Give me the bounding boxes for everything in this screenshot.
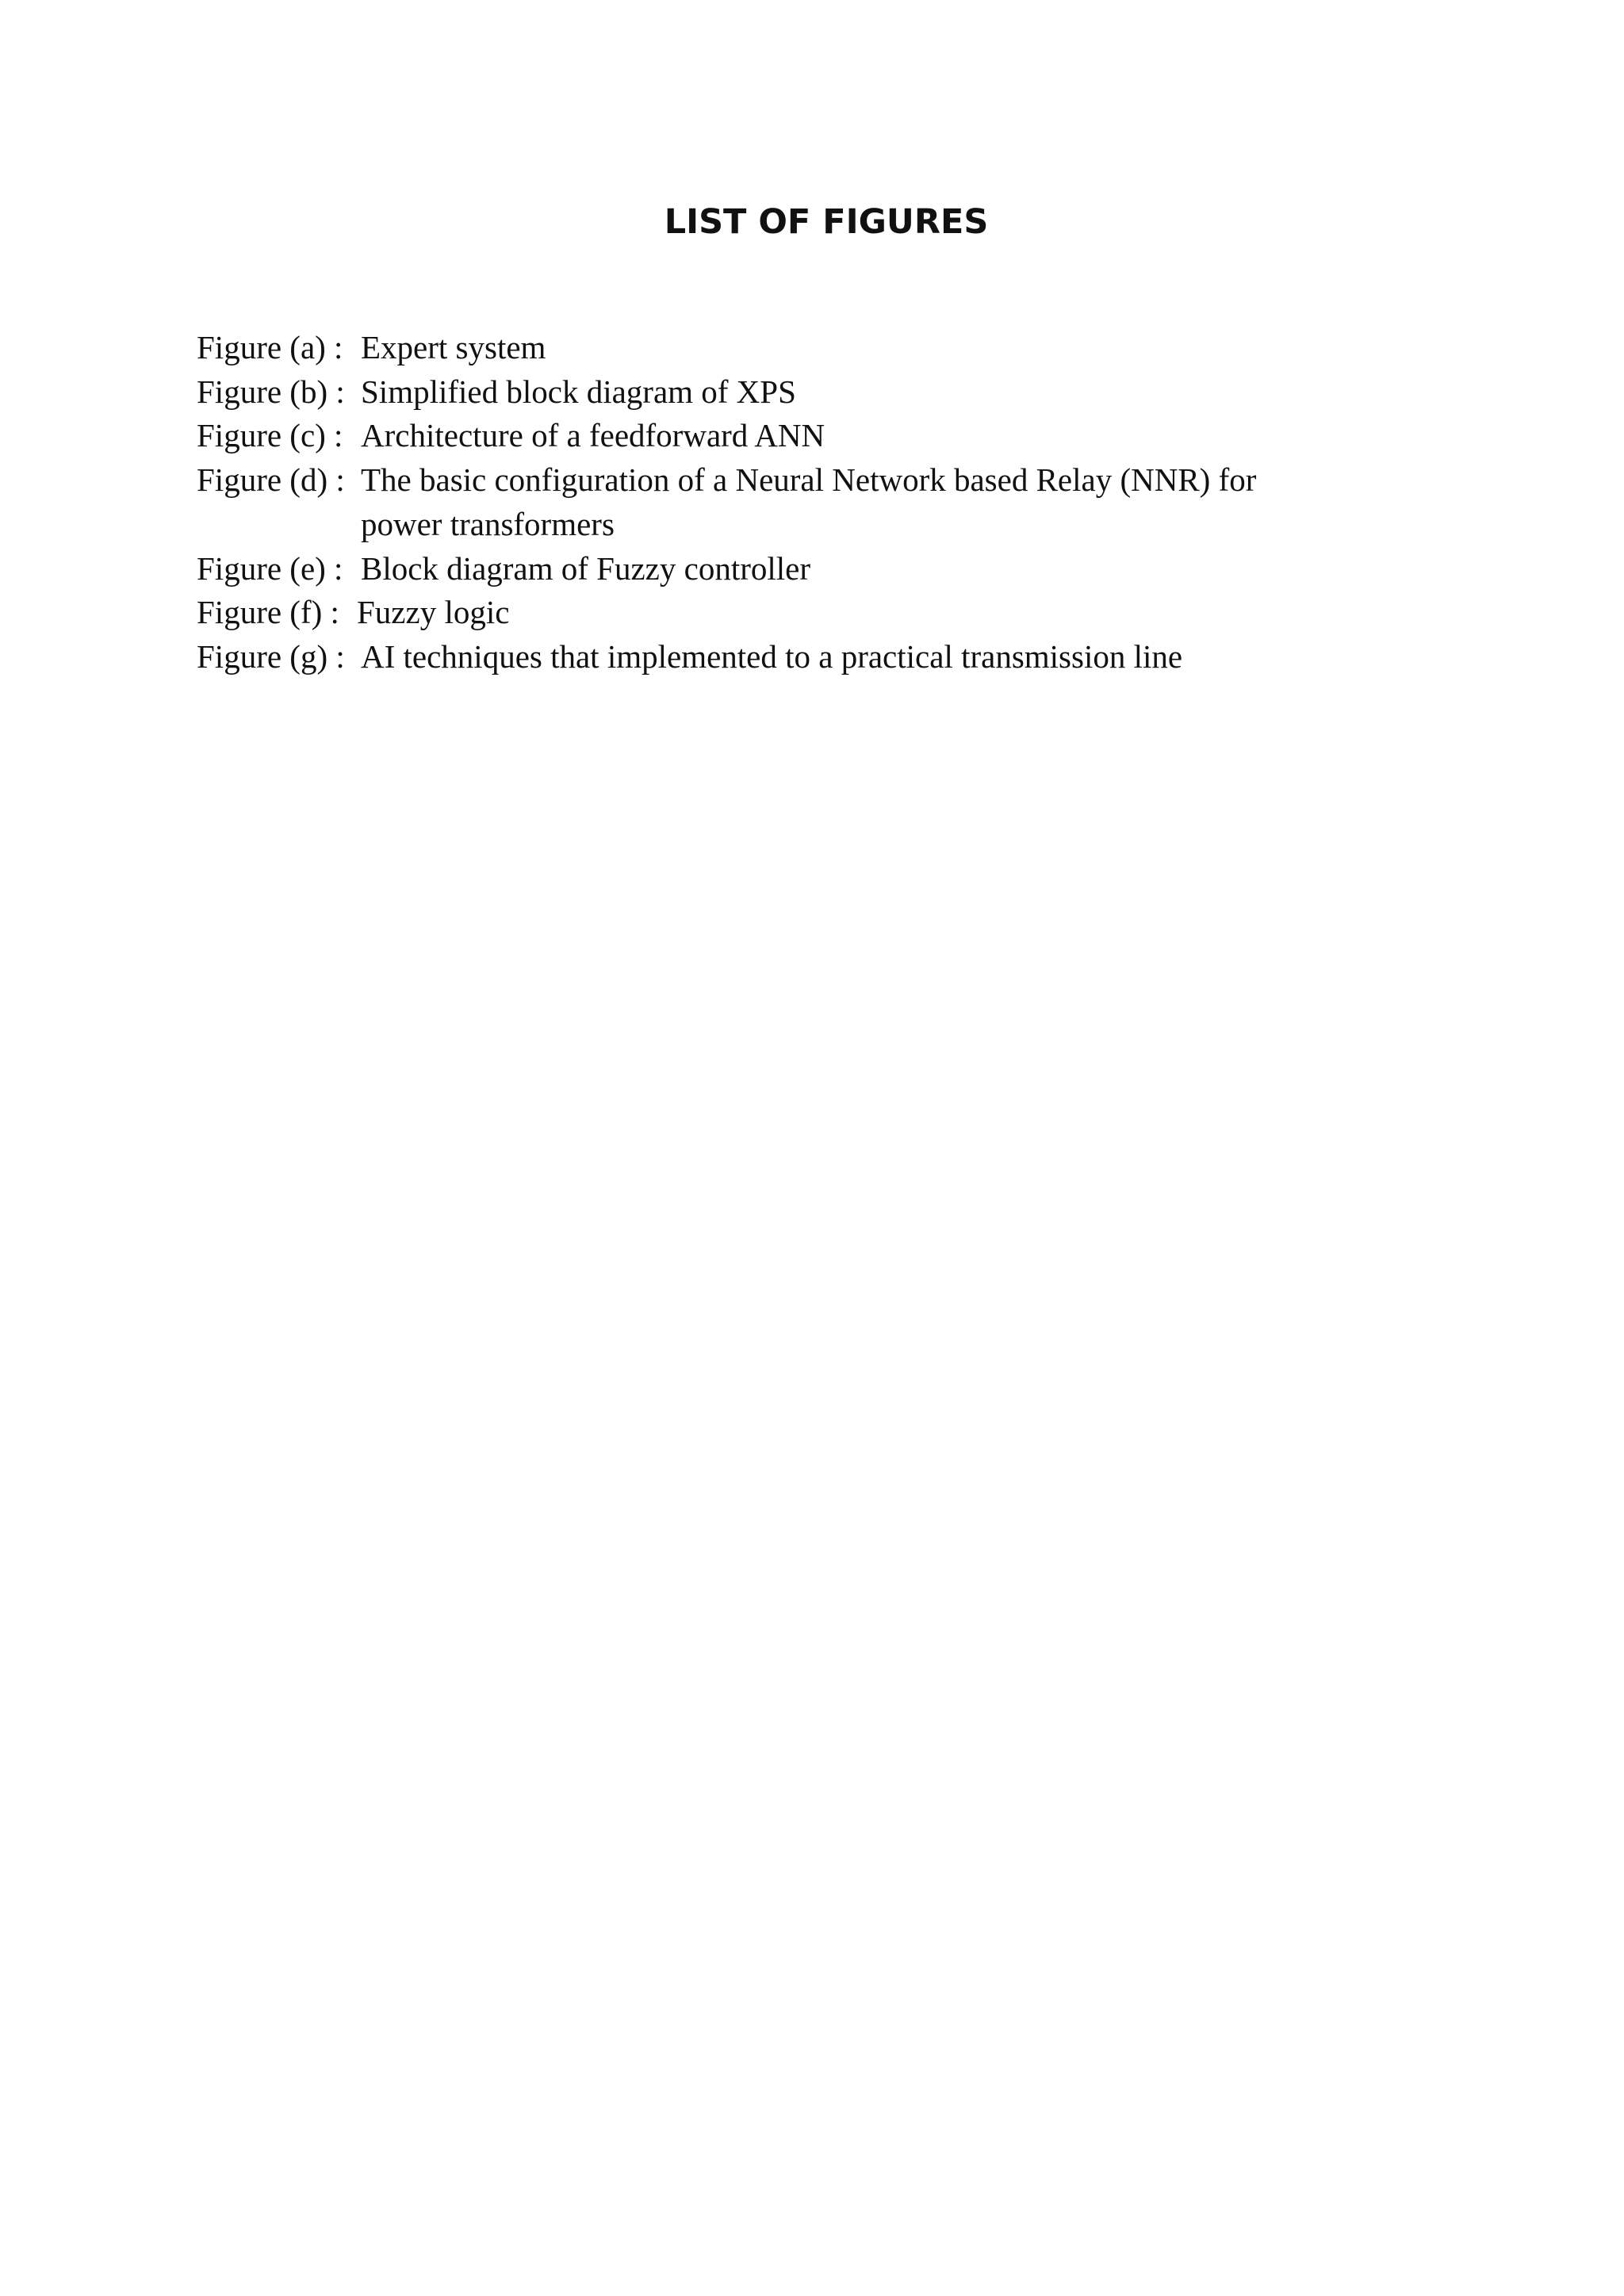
figure-title: AI techniques that implemented to a practical transmission line [361,637,1183,675]
figure-title: Block diagram of Fuzzy controller [361,549,810,587]
figure-list [197,326,1465,679]
figure-label: Figure (f) : [197,594,339,631]
figure-entry-a [197,326,1465,370]
figure-label: Figure (d) : [197,461,345,499]
figure-entry-e [197,547,1465,591]
figure-label: Figure (e) : [197,549,343,587]
figure-label: Figure (a) : [197,329,343,365]
page-title: LIST OF FIGURES [664,202,989,242]
figure-entry-f [197,591,1465,635]
figure-title: Architecture of a feedforward ANN [361,417,825,454]
figure-title: Expert system [361,329,546,365]
figure-entry-d [197,458,1465,546]
figure-label: Figure (g) : [197,637,345,675]
figure-entry-c [197,414,1465,458]
figure-title: Simplified block diagram of XPS [361,373,796,410]
figure-entry-b [197,370,1465,415]
figure-title: The basic configuration of a Neural Network based Relay (NNR) for power transformers [361,461,1257,542]
figure-title: Fuzzy logic [357,594,510,631]
figure-entry-g [197,635,1465,679]
figure-label: Figure (b) : [197,373,345,410]
figure-label: Figure (c) : [197,417,343,454]
